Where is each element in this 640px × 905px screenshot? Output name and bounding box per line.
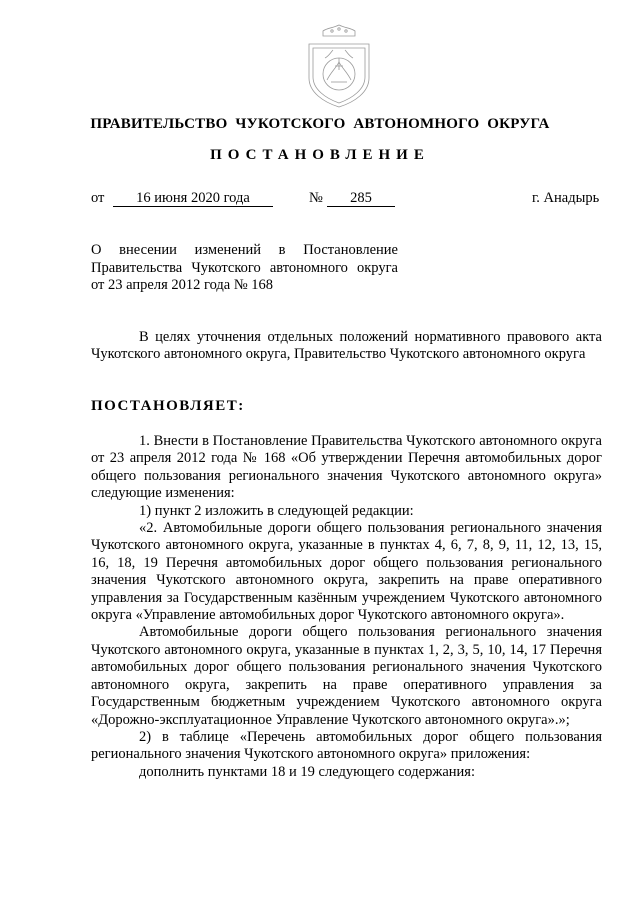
subject-line-3: от 23 апреля 2012 года № 168	[91, 277, 274, 293]
paragraph-6: дополнить пунктами 18 и 19 следующего содержания:	[139, 763, 475, 780]
preamble-block	[91, 329, 602, 364]
paragraph-1: 1. Внести в Постановление Правительства Чукотского автономного округа от 23 апреля 2012 года № 168 «Об утверждении Перечня автомобильных дорог общего пользования регионального значения Чукотского автономного округа» следующие изменения:	[91, 433, 602, 502]
paragraph-4: Автомобильные дороги общего пользования регионального значения Чукотского автономного округа, указанные в пунктах 1, 2, 3, 5, 10, 14, 17 Перечня автомобильных дорог общего пользования регионального значения Чукотского автономного округа, закрепить на праве оперативного управления за Государственным бюджетным учреждением Чукотского автономного округа «Дорожно-эксплуатационное Управление Чукотского автономного округа».»;	[91, 624, 602, 728]
document-number: 285	[327, 191, 395, 207]
document-date: 16 июня 2020 года	[113, 191, 273, 207]
preamble-text: В целях уточнения отдельных положений нормативного правового акта Чукотского автономного округа, Правительство Чукотского автономного округа	[91, 329, 602, 363]
decree-heading: ПОСТАНОВЛЯЕТ:	[91, 398, 245, 414]
organization-title: ПРАВИТЕЛЬСТВО ЧУКОТСКОГО АВТОНОМНОГО ОКРУГА	[90, 116, 550, 132]
coat-of-arms-emblem-icon	[303, 22, 375, 110]
city-name: г. Анадырь	[532, 190, 600, 206]
subject-line-2: Правительства Чукотского автономного округа	[91, 259, 398, 276]
document-subject	[91, 242, 398, 295]
paragraph-5: 2) в таблице «Перечень автомобильных дорог общего пользования регионального значения Чукотского автономного округа» приложения:	[91, 728, 602, 763]
paragraph-3: «2. Автомобильные дороги общего пользования регионального значения Чукотского автономного округа, указанные в пунктах 4, 6, 7, 8, 9, 11, 12, 13, 15, 16, 18, 19 Перечня автомобильных дорог общего пользования регионального значения Чукотского автономного округа, закрепить на праве оперативного управления за Государственным казённым учреждением Чукотского автономного округа «Управление автомобильных дорог Чукотского автономного округа».	[91, 520, 602, 624]
subject-line-1: О внесении изменений в Постановление	[91, 242, 398, 258]
paragraph-2: 1) пункт 2 изложить в следующей редакции:	[139, 502, 414, 519]
number-prefix: №	[309, 190, 323, 206]
document-type-heading: ПОСТАНОВЛЕНИЕ	[210, 147, 430, 163]
main-body	[91, 433, 602, 781]
date-prefix: от	[91, 190, 105, 206]
